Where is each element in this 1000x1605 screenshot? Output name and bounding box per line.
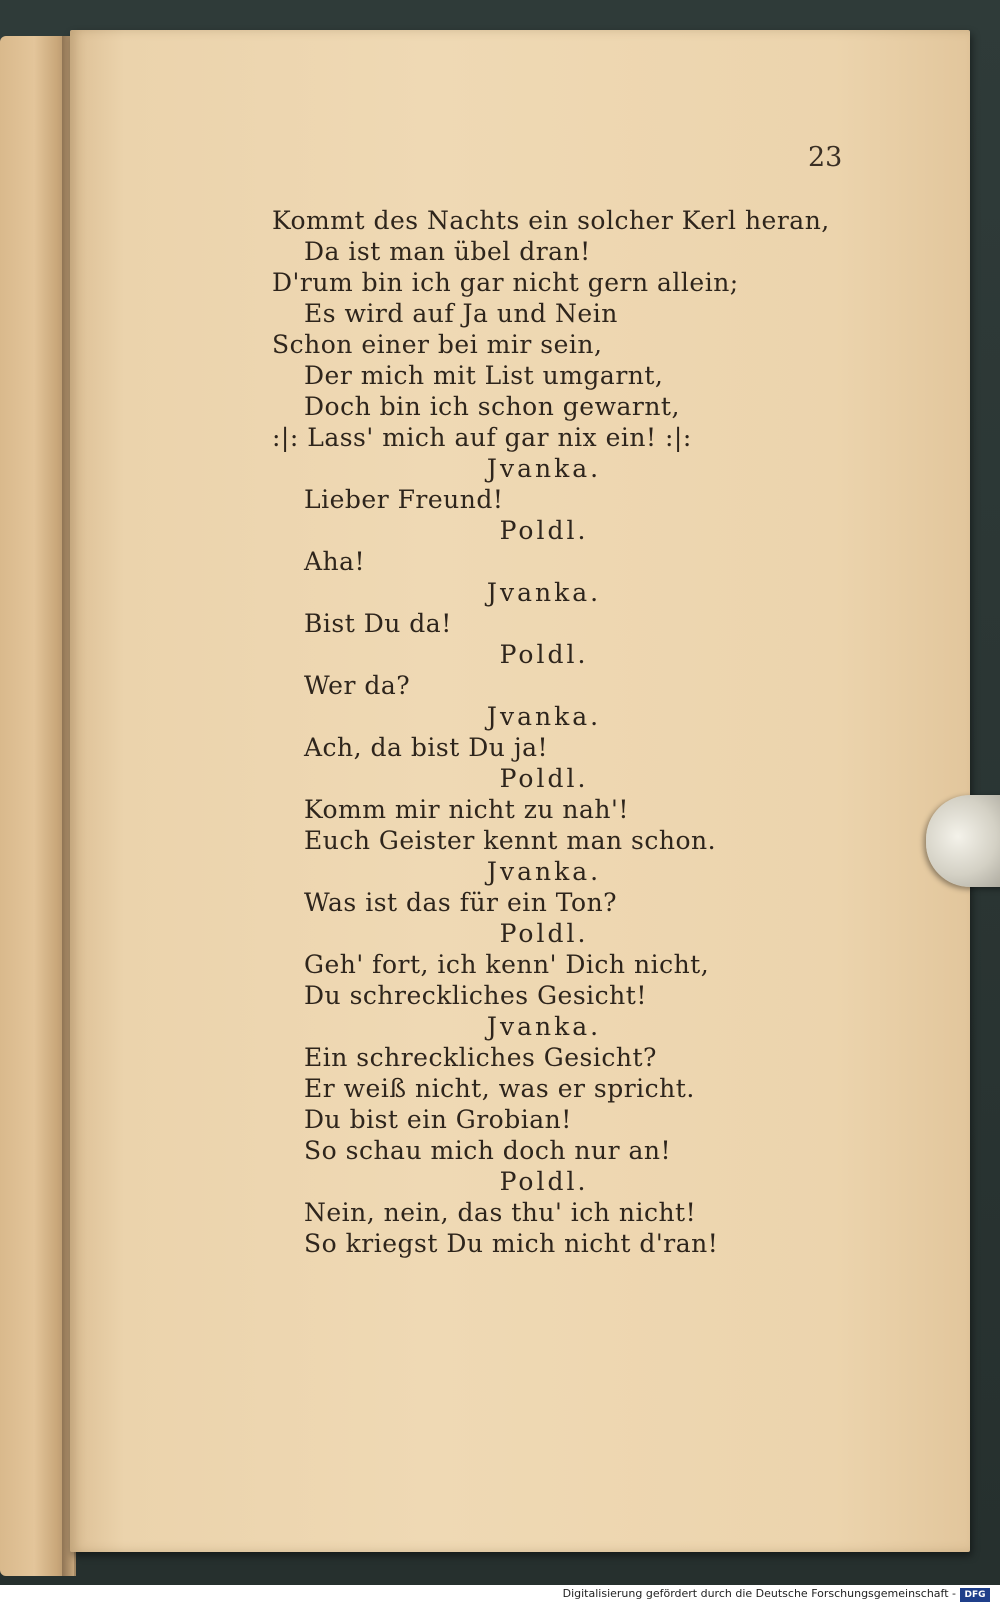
verse-line: Lieber Freund! <box>304 485 504 514</box>
speaker-name: Jvanka. <box>486 1012 602 1041</box>
verse-line: Geh' fort, ich kenn' Dich nicht, <box>304 950 710 979</box>
speaker-name: Poldl. <box>499 1167 589 1196</box>
speaker-name: Jvanka. <box>486 578 602 607</box>
verse-line: Was ist das für ein Ton? <box>304 888 618 917</box>
verse-line: Bist Du da! <box>304 609 452 638</box>
page-clip <box>926 795 1000 887</box>
footer-bar <box>0 1585 1000 1605</box>
speaker-name: Poldl. <box>499 640 589 669</box>
verse-line: Wer da? <box>304 671 411 700</box>
verse-line: Der mich mit List umgarnt, <box>304 361 664 390</box>
verse-line: Ein schreckliches Gesicht? <box>304 1043 657 1072</box>
page-number: 23 <box>808 142 843 173</box>
verse-line: Du bist ein Grobian! <box>304 1105 572 1134</box>
verse-line: Aha! <box>304 547 366 576</box>
speaker-name: Jvanka. <box>486 454 602 483</box>
verse-line: So schau mich doch nur an! <box>304 1136 672 1165</box>
speaker-name: Poldl. <box>499 764 589 793</box>
verse-line: Da ist man übel dran! <box>304 237 591 266</box>
verse-line: D'rum bin ich gar nicht gern allein; <box>272 268 739 297</box>
verse-line: Schon einer bei mir sein, <box>272 330 603 359</box>
verse-line: Es wird auf Ja und Nein <box>304 299 618 328</box>
verse-line: Euch Geister kennt man schon. <box>304 826 717 855</box>
verse-line: Doch bin ich schon gewarnt, <box>304 392 680 421</box>
verse-line: So kriegst Du mich nicht d'ran! <box>304 1229 719 1258</box>
verse-line: Er weiß nicht, was er spricht. <box>304 1074 695 1103</box>
page-text <box>272 205 832 1259</box>
verse-line: Komm mir nicht zu nah'! <box>304 795 629 824</box>
verse-line: Ach, da bist Du ja! <box>304 733 549 762</box>
verse-line: :|: Lass' mich auf gar nix ein! :|: <box>272 423 692 452</box>
speaker-name: Poldl. <box>499 919 589 948</box>
speaker-name: Jvanka. <box>486 857 602 886</box>
verse-line: Kommt des Nachts ein solcher Kerl heran, <box>272 206 830 235</box>
dfg-logo: DFG <box>960 1588 990 1602</box>
speaker-name: Jvanka. <box>486 702 602 731</box>
verse-line: Nein, nein, das thu' ich nicht! <box>304 1198 697 1227</box>
verse-line: Du schreckliches Gesicht! <box>304 981 647 1010</box>
speaker-name: Poldl. <box>499 516 589 545</box>
footer-credit: Digitalisierung gefördert durch die Deutsche Forschungsgemeinschaft - <box>562 1587 956 1600</box>
